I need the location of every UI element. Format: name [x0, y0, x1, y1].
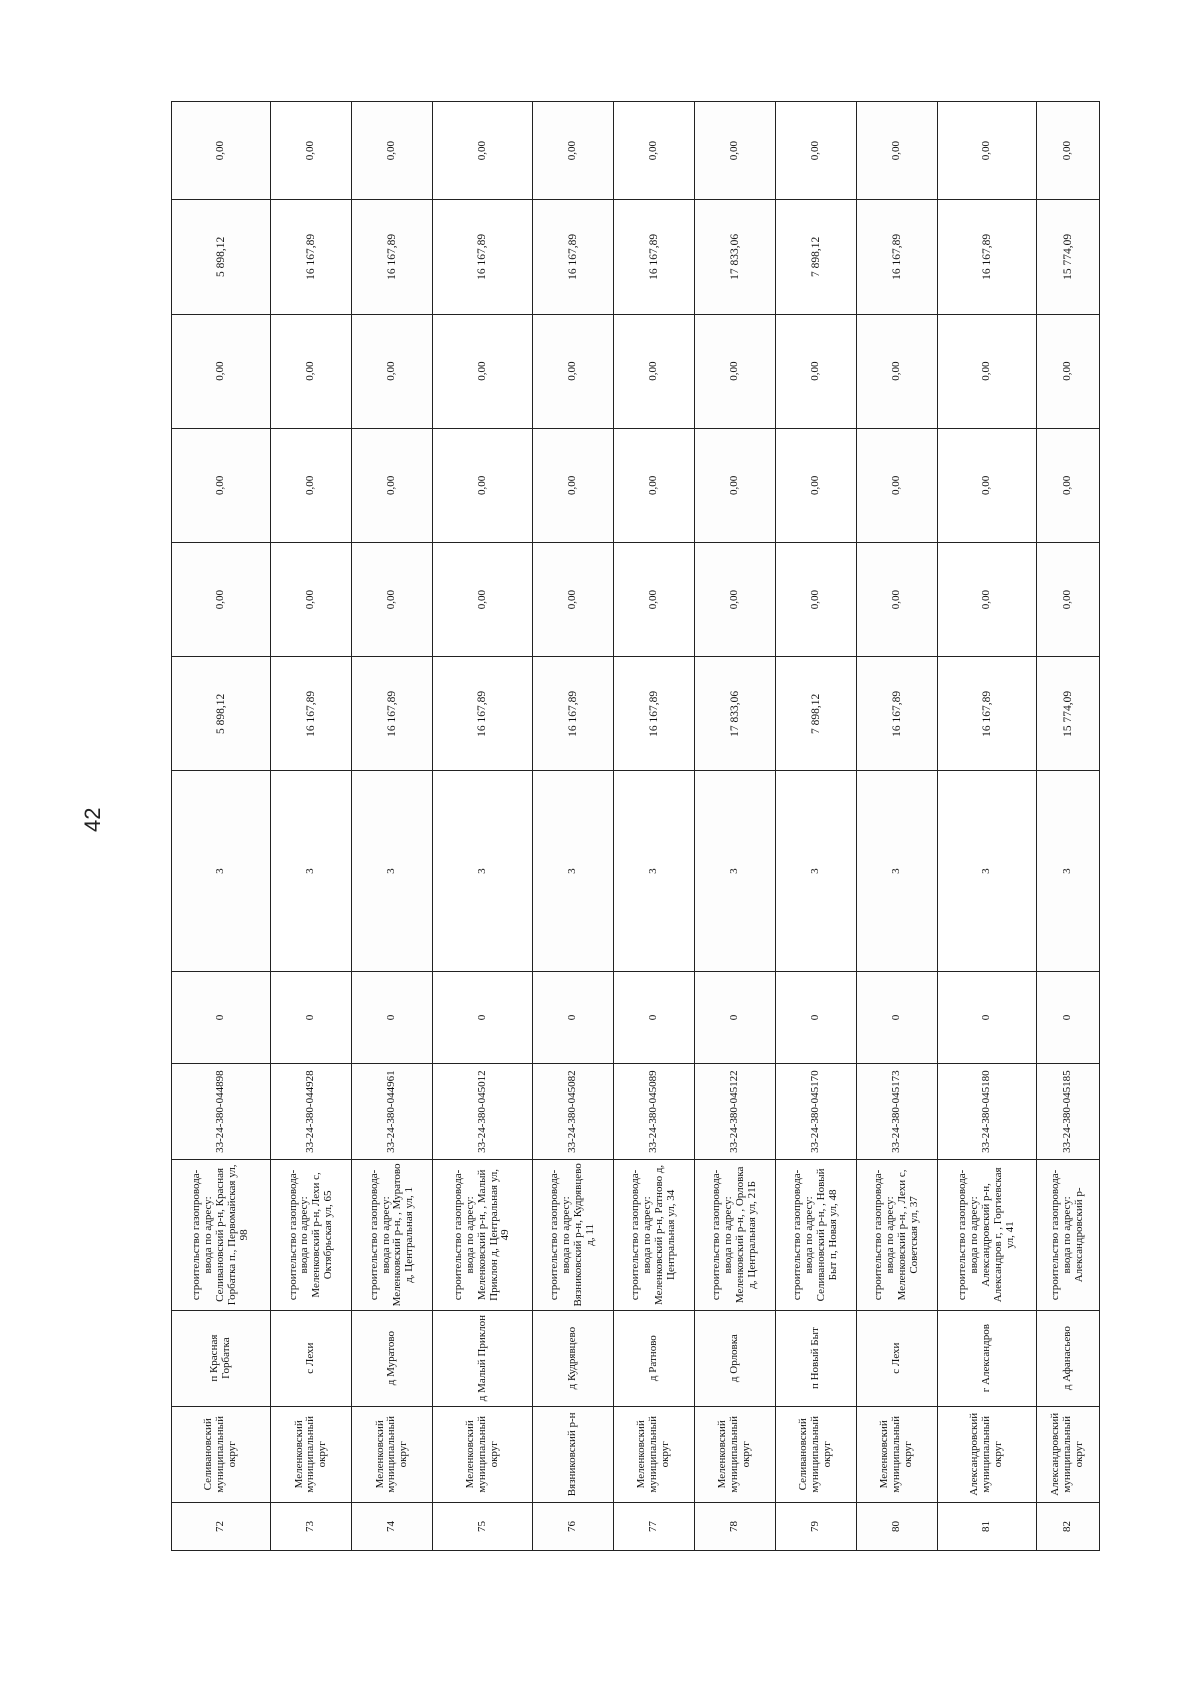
cell-amount: 0,00 — [271, 314, 352, 428]
cell-row-number: 73 — [271, 1502, 352, 1550]
cell-district: Вязниковский р-н — [532, 1406, 613, 1502]
cell-total-cost: 16 167,89 — [433, 657, 532, 771]
cell-amount: 0,00 — [937, 428, 1036, 542]
cell-total-cost: 16 167,89 — [352, 657, 433, 771]
cell-amount: 0,00 — [694, 542, 775, 656]
cell-count: 0 — [613, 971, 694, 1063]
cell-description: строительство газопровода-ввода по адресу: Меленковский р-н, , Орловка д, Центральная ул, 21Б — [694, 1160, 775, 1310]
cell-description: строительство газопровода-ввода по адресу: Меленковский р-н, , Лехи с, Советская ул, 37 — [856, 1160, 937, 1310]
cell-total-cost: 16 167,89 — [532, 657, 613, 771]
cell-amount: 0,00 — [271, 102, 352, 200]
cell-cost-sum: 16 167,89 — [613, 200, 694, 314]
cell-amount: 0,00 — [775, 542, 856, 656]
cell-locality: д Орловка — [694, 1310, 775, 1406]
cell-value-3: 3 — [694, 771, 775, 971]
cell-cost-sum: 16 167,89 — [352, 200, 433, 314]
cell-value-3: 3 — [433, 771, 532, 971]
cell-amount: 0,00 — [532, 314, 613, 428]
rotated-table-container — [171, 101, 1100, 1551]
table-row — [352, 102, 433, 1551]
cell-total-cost: 17 833,06 — [694, 657, 775, 771]
cell-district: Меленковский муниципальный округ — [856, 1406, 937, 1502]
cell-amount: 0,00 — [172, 314, 271, 428]
cell-locality: п Новый Быт — [775, 1310, 856, 1406]
cell-amount: 0,00 — [937, 102, 1036, 200]
cell-description: строительство газопровода-ввода по адресу: Меленковский р-н, Лехи с, Октябрьская ул, 65 — [271, 1160, 352, 1310]
cell-object-code: 33-24-380-045180 — [937, 1064, 1036, 1160]
cell-amount: 0,00 — [271, 542, 352, 656]
cell-row-number: 82 — [1037, 1502, 1100, 1550]
cell-locality: д Муратово — [352, 1310, 433, 1406]
cell-total-cost: 16 167,89 — [613, 657, 694, 771]
cell-cost-sum: 5 898,12 — [172, 200, 271, 314]
cell-amount: 0,00 — [532, 102, 613, 200]
table-row — [1037, 102, 1100, 1551]
cell-district: Александровский муниципальный округ — [1037, 1406, 1100, 1502]
object-list-table — [171, 101, 1100, 1551]
cell-row-number: 77 — [613, 1502, 694, 1550]
cell-cost-sum: 16 167,89 — [271, 200, 352, 314]
cell-amount: 0,00 — [613, 314, 694, 428]
cell-locality: д Кудрявцево — [532, 1310, 613, 1406]
cell-amount: 0,00 — [172, 428, 271, 542]
cell-description: строительство газопровода-ввода по адресу: Меленковский р-н, , Муратово д, Центральная ул, 1 — [352, 1160, 433, 1310]
cell-total-cost: 15 774,09 — [1037, 657, 1100, 771]
cell-object-code: 33-24-380-045122 — [694, 1064, 775, 1160]
table-row — [937, 102, 1036, 1551]
cell-amount: 0,00 — [352, 314, 433, 428]
cell-amount: 0,00 — [694, 314, 775, 428]
cell-value-3: 3 — [937, 771, 1036, 971]
cell-value-3: 3 — [271, 771, 352, 971]
cell-amount: 0,00 — [433, 542, 532, 656]
cell-count: 0 — [532, 971, 613, 1063]
cell-amount: 0,00 — [775, 314, 856, 428]
cell-total-cost: 16 167,89 — [937, 657, 1036, 771]
table-row — [613, 102, 694, 1551]
cell-count: 0 — [352, 971, 433, 1063]
table-row — [172, 102, 271, 1551]
cell-amount: 0,00 — [856, 428, 937, 542]
cell-row-number: 79 — [775, 1502, 856, 1550]
cell-count: 0 — [271, 971, 352, 1063]
cell-locality: д Ратново — [613, 1310, 694, 1406]
cell-object-code: 33-24-380-044961 — [352, 1064, 433, 1160]
cell-cost-sum: 7 898,12 — [775, 200, 856, 314]
cell-value-3: 3 — [613, 771, 694, 971]
cell-value-3: 3 — [1037, 771, 1100, 971]
cell-amount: 0,00 — [694, 428, 775, 542]
cell-amount: 0,00 — [433, 102, 532, 200]
document-table-frame — [171, 101, 1100, 1551]
cell-count: 0 — [172, 971, 271, 1063]
cell-locality: д Малый Приклон — [433, 1310, 532, 1406]
cell-row-number: 78 — [694, 1502, 775, 1550]
cell-cost-sum: 16 167,89 — [433, 200, 532, 314]
cell-description: строительство газопровода-ввода по адресу: Селивановский р-н, , Новый Быт п, Новая ул, 48 — [775, 1160, 856, 1310]
page-number: 42 — [80, 807, 105, 832]
cell-cost-sum: 16 167,89 — [856, 200, 937, 314]
cell-district: Селивановский муниципальный округ — [172, 1406, 271, 1502]
cell-value-3: 3 — [856, 771, 937, 971]
cell-object-code: 33-24-380-045185 — [1037, 1064, 1100, 1160]
cell-cost-sum: 16 167,89 — [937, 200, 1036, 314]
cell-amount: 0,00 — [1037, 542, 1100, 656]
cell-description: строительство газопровода-ввода по адресу: Меленковский р-н, Ратново д, Центральная ул, 34 — [613, 1160, 694, 1310]
cell-row-number: 72 — [172, 1502, 271, 1550]
cell-district: Александровский муниципальный округ — [937, 1406, 1036, 1502]
cell-value-3: 3 — [172, 771, 271, 971]
cell-amount: 0,00 — [775, 428, 856, 542]
cell-object-code: 33-24-380-044928 — [271, 1064, 352, 1160]
cell-row-number: 76 — [532, 1502, 613, 1550]
cell-object-code: 33-24-380-045173 — [856, 1064, 937, 1160]
cell-object-code: 33-24-380-045170 — [775, 1064, 856, 1160]
cell-row-number: 81 — [937, 1502, 1036, 1550]
cell-count: 0 — [433, 971, 532, 1063]
cell-locality: г Александров — [937, 1310, 1036, 1406]
cell-description: строительство газопровода-ввода по адресу: Александровский р-н, Александров г, , Горгиевская ул, 41 — [937, 1160, 1036, 1310]
cell-district: Меленковский муниципальный округ — [352, 1406, 433, 1502]
cell-amount: 0,00 — [856, 102, 937, 200]
cell-amount: 0,00 — [532, 428, 613, 542]
cell-amount: 0,00 — [694, 102, 775, 200]
cell-amount: 0,00 — [1037, 314, 1100, 428]
cell-amount: 0,00 — [352, 102, 433, 200]
cell-amount: 0,00 — [433, 428, 532, 542]
cell-total-cost: 7 898,12 — [775, 657, 856, 771]
cell-description: строительство газопровода-ввода по адресу: Вязниковский р-н, Кудрявцево д, 11 — [532, 1160, 613, 1310]
cell-locality: с Лехи — [271, 1310, 352, 1406]
cell-amount: 0,00 — [937, 314, 1036, 428]
cell-amount: 0,00 — [613, 102, 694, 200]
cell-district: Меленковский муниципальный округ — [433, 1406, 532, 1502]
cell-amount: 0,00 — [352, 542, 433, 656]
cell-count: 0 — [775, 971, 856, 1063]
table-row — [532, 102, 613, 1551]
cell-amount: 0,00 — [1037, 102, 1100, 200]
cell-value-3: 3 — [352, 771, 433, 971]
table-row — [271, 102, 352, 1551]
cell-value-3: 3 — [532, 771, 613, 971]
cell-object-code: 33-24-380-045012 — [433, 1064, 532, 1160]
table-row — [694, 102, 775, 1551]
cell-amount: 0,00 — [613, 542, 694, 656]
table-row — [775, 102, 856, 1551]
cell-district: Меленковский муниципальный округ — [613, 1406, 694, 1502]
cell-total-cost: 16 167,89 — [856, 657, 937, 771]
cell-amount: 0,00 — [172, 542, 271, 656]
table-row — [433, 102, 532, 1551]
table-body — [172, 102, 1100, 1551]
cell-amount: 0,00 — [775, 102, 856, 200]
cell-cost-sum: 15 774,09 — [1037, 200, 1100, 314]
cell-amount: 0,00 — [352, 428, 433, 542]
cell-amount: 0,00 — [1037, 428, 1100, 542]
cell-count: 0 — [1037, 971, 1100, 1063]
cell-district: Меленковский муниципальный округ — [271, 1406, 352, 1502]
cell-locality: с Лехи — [856, 1310, 937, 1406]
cell-object-code: 33-24-380-044898 — [172, 1064, 271, 1160]
cell-value-3: 3 — [775, 771, 856, 971]
cell-amount: 0,00 — [271, 428, 352, 542]
cell-locality: п Красная Горбатка — [172, 1310, 271, 1406]
table-row — [856, 102, 937, 1551]
cell-description: строительство газопровода-ввода по адресу: Селивановский р-н, Красная Горбатка п., Первомайская ул, 98 — [172, 1160, 271, 1310]
cell-amount: 0,00 — [613, 428, 694, 542]
cell-locality: д Афанасьево — [1037, 1310, 1100, 1406]
cell-description: строительство газопровода-ввода по адресу: Александровский р- — [1037, 1160, 1100, 1310]
cell-cost-sum: 17 833,06 — [694, 200, 775, 314]
cell-district: Селивановский муниципальный округ — [775, 1406, 856, 1502]
cell-amount: 0,00 — [433, 314, 532, 428]
cell-amount: 0,00 — [937, 542, 1036, 656]
cell-amount: 0,00 — [856, 314, 937, 428]
cell-count: 0 — [856, 971, 937, 1063]
cell-count: 0 — [694, 971, 775, 1063]
cell-row-number: 74 — [352, 1502, 433, 1550]
cell-amount: 0,00 — [856, 542, 937, 656]
cell-row-number: 80 — [856, 1502, 937, 1550]
cell-cost-sum: 16 167,89 — [532, 200, 613, 314]
cell-district: Меленковский муниципальный округ — [694, 1406, 775, 1502]
cell-object-code: 33-24-380-045089 — [613, 1064, 694, 1160]
cell-row-number: 75 — [433, 1502, 532, 1550]
cell-description: строительство газопровода-ввода по адресу: Меленковский р-н, , Малый Приклон д, Центральная ул, 49 — [433, 1160, 532, 1310]
cell-amount: 0,00 — [172, 102, 271, 200]
cell-total-cost: 5 898,12 — [172, 657, 271, 771]
cell-total-cost: 16 167,89 — [271, 657, 352, 771]
cell-amount: 0,00 — [532, 542, 613, 656]
cell-count: 0 — [937, 971, 1036, 1063]
cell-object-code: 33-24-380-045082 — [532, 1064, 613, 1160]
